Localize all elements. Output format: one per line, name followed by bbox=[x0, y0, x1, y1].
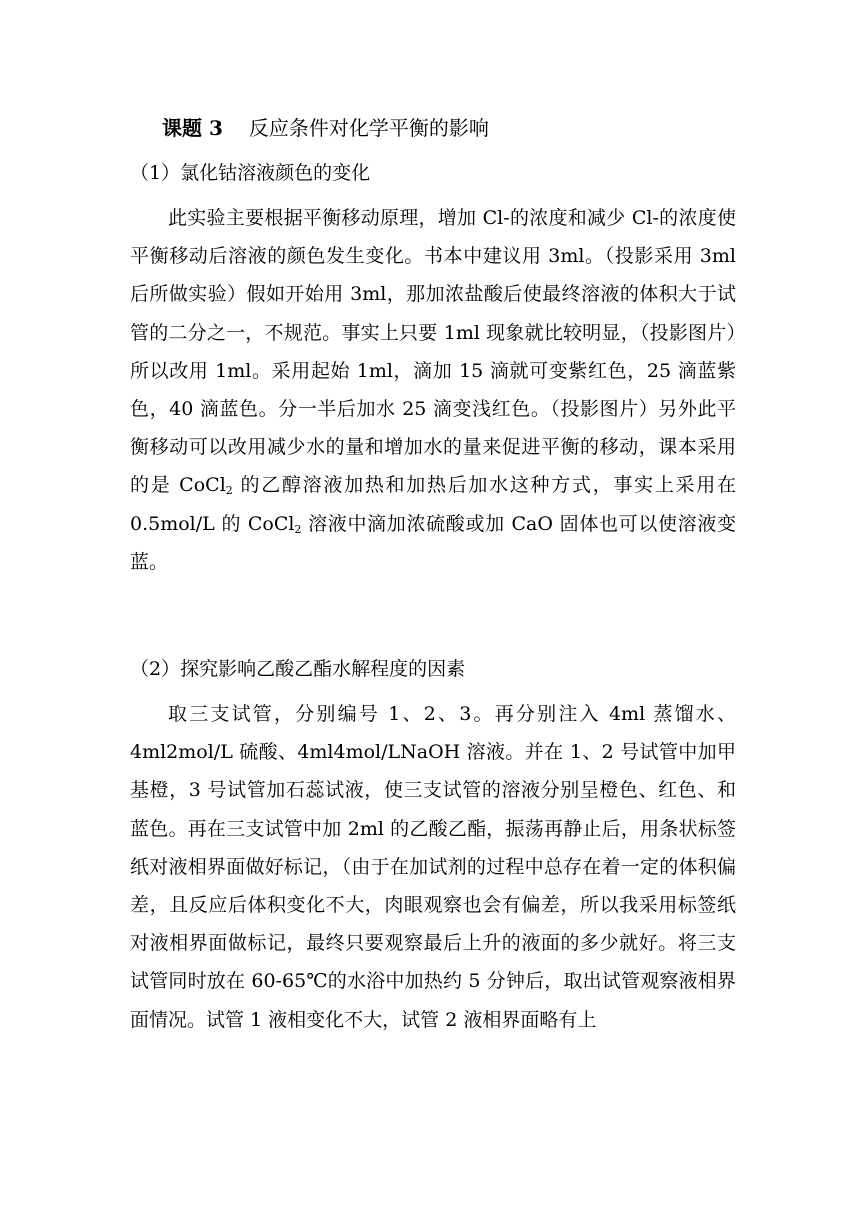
section-1-paragraph bbox=[130, 199, 736, 581]
subscript-b: 2 bbox=[294, 522, 302, 536]
subscript-a: 2 bbox=[225, 484, 233, 498]
section-2-paragraph: 取三支试管，分别编号 1、2、3。再分别注入 4ml 蒸馏水、4ml2mol/L 硫酸、4ml4mol/LNaOH 溶液。并在 1、2 号试管中加甲基橙，3 号试管加石蕊试液，使三支试管的溶液分别呈橙色、红色、和蓝色。再在三支试管中加 2ml 的乙酸乙酯，振荡再静止后，用条状标签纸对液相界面做好标记，（由于在加试剂的过程中总存在着一定的体积偏差，且反应后体积变化不大，肉眼观察也会有偏差，所以我采用标签纸对液相界面做标记，最终只要观察最后上升的液面的多少就好。将三支试管同时放在 60-65℃的水浴中加热约 5 分钟后，取出试管观察液相界面情况。试管 1 液相变化不大，试管 2 液相界面略有上 bbox=[130, 703, 736, 1031]
lesson-number: 课题 3 bbox=[162, 116, 223, 140]
section-1-text-b: 的乙醇溶液加热和加热后加水这种方式，事实上采用在 0.5mol/L 的 CoCl bbox=[130, 474, 736, 535]
lesson-title-text: 反应条件对化学平衡的影响 bbox=[248, 116, 489, 140]
section-1-text-a: 此实验主要根据平衡移动原理，增加 Cl-的浓度和减少 Cl-的浓度使平衡移动后溶液的颜色发生变化。书本中建议用 3ml。（投影采用 3ml 后所做实验）假如开始用 3ml，那加浓盐酸后使最终溶液的体积大于试管的二分之一，不规范。事实上只要 1ml 现象就比较明显，（投影图片）所以改用 1ml。采用起始 1ml，滴加 15 滴就可变紫红色，25 滴蓝紫色，40 滴蓝色。分一半后加水 25 滴变浅红色。（投影图片）另外此平衡移动可以改用减少水的量和增加水的量来促进平衡的移动，课本采用的是 CoCl bbox=[130, 207, 736, 497]
lesson-title bbox=[162, 114, 489, 142]
section-2-heading: （2）探究影响乙酸乙酯水解程度的因素 bbox=[130, 658, 466, 680]
section-1-heading: （1）氯化钴溶液颜色的变化 bbox=[130, 162, 371, 184]
section-1-text-c: 溶液中滴加浓硫酸或加 CaO 固体也可以使溶液变蓝。 bbox=[130, 512, 736, 573]
